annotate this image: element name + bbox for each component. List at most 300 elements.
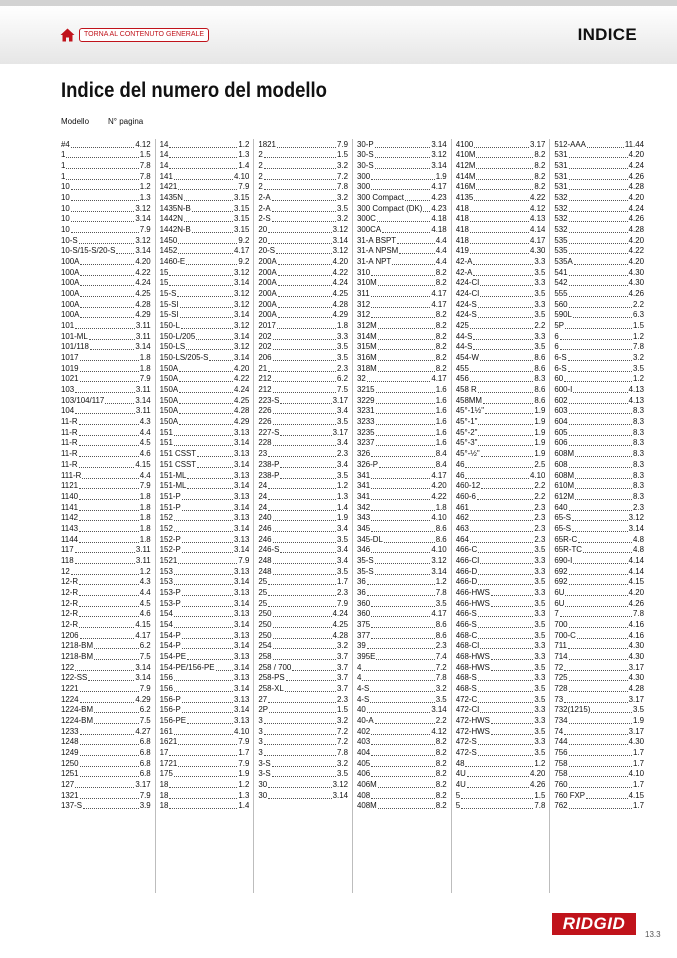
index-entry[interactable]: [456, 534, 546, 545]
index-entry[interactable]: [554, 555, 644, 566]
index-entry[interactable]: [554, 224, 644, 235]
index-entry[interactable]: [61, 619, 151, 630]
index-entry[interactable]: [456, 427, 546, 438]
index-entry[interactable]: [160, 310, 250, 321]
index-entry[interactable]: [160, 267, 250, 278]
index-entry[interactable]: [61, 609, 151, 620]
index-entry[interactable]: [258, 235, 348, 246]
index-entry[interactable]: [357, 182, 447, 193]
index-entry[interactable]: [61, 235, 151, 246]
index-entry[interactable]: [160, 416, 250, 427]
index-entry[interactable]: [61, 182, 151, 193]
index-entry[interactable]: [160, 363, 250, 374]
index-entry[interactable]: [61, 705, 151, 716]
index-entry[interactable]: [554, 278, 644, 289]
index-entry[interactable]: [258, 609, 348, 620]
index-entry[interactable]: [456, 769, 546, 780]
index-entry[interactable]: [258, 758, 348, 769]
index-entry[interactable]: [554, 470, 644, 481]
index-entry[interactable]: [61, 214, 151, 225]
index-entry[interactable]: [61, 310, 151, 321]
index-entry[interactable]: [258, 352, 348, 363]
index-entry[interactable]: [61, 758, 151, 769]
index-entry[interactable]: [456, 363, 546, 374]
index-entry[interactable]: [160, 662, 250, 673]
index-entry[interactable]: [357, 288, 447, 299]
index-entry[interactable]: [61, 630, 151, 641]
index-entry[interactable]: [160, 619, 250, 630]
index-entry[interactable]: [160, 427, 250, 438]
index-entry[interactable]: [357, 299, 447, 310]
index-entry[interactable]: [160, 192, 250, 203]
index-entry[interactable]: [258, 523, 348, 534]
index-entry[interactable]: [357, 171, 447, 182]
index-entry[interactable]: [160, 182, 250, 193]
index-entry[interactable]: [456, 779, 546, 790]
index-entry[interactable]: [160, 246, 250, 257]
index-entry[interactable]: [258, 182, 348, 193]
index-entry[interactable]: [61, 683, 151, 694]
index-entry[interactable]: [61, 427, 151, 438]
index-entry[interactable]: [258, 534, 348, 545]
index-entry[interactable]: [456, 384, 546, 395]
index-entry[interactable]: [258, 790, 348, 801]
index-entry[interactable]: [456, 587, 546, 598]
index-entry[interactable]: [258, 448, 348, 459]
index-entry[interactable]: [160, 502, 250, 513]
index-entry[interactable]: [160, 726, 250, 737]
index-entry[interactable]: [456, 278, 546, 289]
index-entry[interactable]: [456, 545, 546, 556]
index-entry[interactable]: [456, 555, 546, 566]
index-entry[interactable]: [258, 587, 348, 598]
index-entry[interactable]: [258, 256, 348, 267]
index-entry[interactable]: [357, 438, 447, 449]
index-entry[interactable]: [357, 801, 447, 812]
index-entry[interactable]: [61, 555, 151, 566]
index-entry[interactable]: [357, 214, 447, 225]
index-entry[interactable]: [357, 619, 447, 630]
index-entry[interactable]: [554, 384, 644, 395]
index-entry[interactable]: [554, 438, 644, 449]
index-entry[interactable]: [357, 673, 447, 684]
index-entry[interactable]: [160, 737, 250, 748]
index-entry[interactable]: [160, 683, 250, 694]
index-entry[interactable]: [258, 288, 348, 299]
index-entry[interactable]: [554, 598, 644, 609]
index-entry[interactable]: [456, 737, 546, 748]
index-entry[interactable]: [357, 641, 447, 652]
index-entry[interactable]: [61, 246, 151, 257]
index-entry[interactable]: [258, 641, 348, 652]
index-entry[interactable]: [61, 566, 151, 577]
index-entry[interactable]: [160, 448, 250, 459]
index-entry[interactable]: [456, 790, 546, 801]
index-entry[interactable]: [258, 320, 348, 331]
index-entry[interactable]: [357, 192, 447, 203]
index-entry[interactable]: [258, 779, 348, 790]
index-entry[interactable]: [258, 299, 348, 310]
index-entry[interactable]: [554, 502, 644, 513]
index-entry[interactable]: [258, 246, 348, 257]
index-entry[interactable]: [61, 384, 151, 395]
index-entry[interactable]: [554, 683, 644, 694]
index-entry[interactable]: [456, 374, 546, 385]
index-entry[interactable]: [456, 566, 546, 577]
index-entry[interactable]: [160, 715, 250, 726]
index-entry[interactable]: [61, 192, 151, 203]
index-entry[interactable]: [456, 705, 546, 716]
index-entry[interactable]: [357, 150, 447, 161]
index-entry[interactable]: [357, 630, 447, 641]
index-entry[interactable]: [61, 278, 151, 289]
index-entry[interactable]: [357, 331, 447, 342]
index-entry[interactable]: [258, 715, 348, 726]
index-entry[interactable]: [456, 203, 546, 214]
index-entry[interactable]: [61, 224, 151, 235]
index-entry[interactable]: [160, 384, 250, 395]
index-entry[interactable]: [61, 299, 151, 310]
index-entry[interactable]: [357, 395, 447, 406]
index-entry[interactable]: [61, 513, 151, 524]
index-entry[interactable]: [160, 598, 250, 609]
index-entry[interactable]: [456, 352, 546, 363]
index-entry[interactable]: [456, 331, 546, 342]
index-entry[interactable]: [357, 470, 447, 481]
index-entry[interactable]: [160, 481, 250, 492]
index-entry[interactable]: [258, 747, 348, 758]
index-entry[interactable]: [357, 224, 447, 235]
index-entry[interactable]: [160, 438, 250, 449]
index-entry[interactable]: [258, 737, 348, 748]
index-entry[interactable]: [456, 470, 546, 481]
index-entry[interactable]: [357, 513, 447, 524]
index-entry[interactable]: [456, 502, 546, 513]
index-entry[interactable]: [61, 598, 151, 609]
index-entry[interactable]: [61, 523, 151, 534]
index-entry[interactable]: [554, 566, 644, 577]
index-entry[interactable]: [258, 545, 348, 556]
index-entry[interactable]: [357, 609, 447, 620]
index-entry[interactable]: [554, 299, 644, 310]
index-entry[interactable]: [357, 310, 447, 321]
index-entry[interactable]: [357, 448, 447, 459]
index-entry[interactable]: [357, 694, 447, 705]
index-entry[interactable]: [160, 459, 250, 470]
index-entry[interactable]: [456, 256, 546, 267]
index-entry[interactable]: [554, 619, 644, 630]
index-entry[interactable]: [456, 150, 546, 161]
index-entry[interactable]: [160, 769, 250, 780]
index-entry[interactable]: [61, 779, 151, 790]
index-entry[interactable]: [357, 406, 447, 417]
index-entry[interactable]: [357, 384, 447, 395]
index-entry[interactable]: [357, 779, 447, 790]
index-entry[interactable]: [160, 299, 250, 310]
index-entry[interactable]: [258, 203, 348, 214]
index-entry[interactable]: [554, 448, 644, 459]
index-entry[interactable]: [258, 726, 348, 737]
index-entry[interactable]: [160, 513, 250, 524]
index-entry[interactable]: [554, 641, 644, 652]
index-entry[interactable]: [357, 481, 447, 492]
index-entry[interactable]: [160, 470, 250, 481]
index-entry[interactable]: [554, 534, 644, 545]
index-entry[interactable]: [61, 406, 151, 417]
index-entry[interactable]: [554, 288, 644, 299]
index-entry[interactable]: [456, 651, 546, 662]
index-entry[interactable]: [357, 683, 447, 694]
index-entry[interactable]: [258, 598, 348, 609]
index-entry[interactable]: [456, 416, 546, 427]
index-entry[interactable]: [554, 246, 644, 257]
index-entry[interactable]: [456, 182, 546, 193]
index-entry[interactable]: [357, 203, 447, 214]
index-entry[interactable]: [554, 737, 644, 748]
index-entry[interactable]: [357, 651, 447, 662]
index-entry[interactable]: [61, 587, 151, 598]
index-entry[interactable]: [456, 246, 546, 257]
index-entry[interactable]: [160, 673, 250, 684]
index-entry[interactable]: [258, 171, 348, 182]
index-entry[interactable]: [554, 609, 644, 620]
index-entry[interactable]: [258, 427, 348, 438]
index-entry[interactable]: [456, 342, 546, 353]
index-entry[interactable]: [160, 374, 250, 385]
index-entry[interactable]: [456, 747, 546, 758]
index-entry[interactable]: [554, 587, 644, 598]
index-entry[interactable]: [61, 256, 151, 267]
index-entry[interactable]: [61, 448, 151, 459]
index-entry[interactable]: [357, 427, 447, 438]
index-entry[interactable]: [357, 534, 447, 545]
index-entry[interactable]: [160, 320, 250, 331]
index-entry[interactable]: [554, 694, 644, 705]
index-entry[interactable]: [258, 694, 348, 705]
index-entry[interactable]: [554, 416, 644, 427]
index-entry[interactable]: [554, 395, 644, 406]
index-entry[interactable]: [61, 171, 151, 182]
index-entry[interactable]: [357, 320, 447, 331]
index-entry[interactable]: [456, 310, 546, 321]
index-entry[interactable]: [160, 747, 250, 758]
index-entry[interactable]: [357, 246, 447, 257]
index-entry[interactable]: [258, 630, 348, 641]
index-entry[interactable]: [456, 801, 546, 812]
index-entry[interactable]: [61, 438, 151, 449]
index-entry[interactable]: [160, 352, 250, 363]
index-entry[interactable]: [456, 758, 546, 769]
index-entry[interactable]: [61, 502, 151, 513]
index-entry[interactable]: [456, 598, 546, 609]
index-entry[interactable]: [554, 769, 644, 780]
index-entry[interactable]: [258, 342, 348, 353]
index-entry[interactable]: [61, 320, 151, 331]
index-entry[interactable]: [160, 577, 250, 588]
index-entry[interactable]: [554, 352, 644, 363]
index-entry[interactable]: [61, 673, 151, 684]
index-entry[interactable]: [357, 790, 447, 801]
index-entry[interactable]: [554, 406, 644, 417]
index-entry[interactable]: [61, 342, 151, 353]
index-entry[interactable]: [258, 160, 348, 171]
index-entry[interactable]: [160, 203, 250, 214]
index-entry[interactable]: [258, 619, 348, 630]
index-entry[interactable]: [160, 150, 250, 161]
index-entry[interactable]: [61, 139, 151, 150]
index-entry[interactable]: [258, 470, 348, 481]
index-entry[interactable]: [554, 182, 644, 193]
index-entry[interactable]: [160, 278, 250, 289]
index-entry[interactable]: [554, 705, 644, 716]
index-entry[interactable]: [456, 224, 546, 235]
index-entry[interactable]: [456, 609, 546, 620]
index-entry[interactable]: [456, 694, 546, 705]
index-entry[interactable]: [61, 363, 151, 374]
index-entry[interactable]: [160, 534, 250, 545]
index-entry[interactable]: [554, 790, 644, 801]
index-entry[interactable]: [258, 491, 348, 502]
index-entry[interactable]: [61, 160, 151, 171]
index-entry[interactable]: [456, 481, 546, 492]
index-entry[interactable]: [160, 331, 250, 342]
index-entry[interactable]: [61, 203, 151, 214]
index-entry[interactable]: [160, 545, 250, 556]
index-entry[interactable]: [554, 235, 644, 246]
index-entry[interactable]: [456, 619, 546, 630]
index-entry[interactable]: [160, 171, 250, 182]
index-entry[interactable]: [554, 139, 644, 150]
index-entry[interactable]: [554, 545, 644, 556]
index-entry[interactable]: [456, 139, 546, 150]
index-entry[interactable]: [61, 769, 151, 780]
index-entry[interactable]: [357, 598, 447, 609]
index-entry[interactable]: [554, 192, 644, 203]
index-entry[interactable]: [258, 555, 348, 566]
index-entry[interactable]: [554, 747, 644, 758]
index-entry[interactable]: [61, 534, 151, 545]
index-entry[interactable]: [554, 630, 644, 641]
index-entry[interactable]: [61, 395, 151, 406]
index-entry[interactable]: [554, 214, 644, 225]
index-entry[interactable]: [160, 790, 250, 801]
index-entry[interactable]: [456, 683, 546, 694]
index-entry[interactable]: [160, 566, 250, 577]
index-entry[interactable]: [160, 224, 250, 235]
index-entry[interactable]: [456, 448, 546, 459]
index-entry[interactable]: [456, 673, 546, 684]
index-entry[interactable]: [357, 342, 447, 353]
index-entry[interactable]: [357, 459, 447, 470]
index-entry[interactable]: [456, 171, 546, 182]
index-entry[interactable]: [61, 694, 151, 705]
index-entry[interactable]: [554, 331, 644, 342]
index-entry[interactable]: [258, 683, 348, 694]
index-entry[interactable]: [61, 801, 151, 812]
index-entry[interactable]: [160, 395, 250, 406]
index-entry[interactable]: [61, 150, 151, 161]
index-entry[interactable]: [160, 705, 250, 716]
index-entry[interactable]: [160, 139, 250, 150]
index-entry[interactable]: [258, 384, 348, 395]
index-entry[interactable]: [61, 726, 151, 737]
index-entry[interactable]: [554, 256, 644, 267]
index-entry[interactable]: [456, 406, 546, 417]
index-entry[interactable]: [554, 662, 644, 673]
index-entry[interactable]: [456, 288, 546, 299]
index-entry[interactable]: [357, 769, 447, 780]
index-entry[interactable]: [160, 630, 250, 641]
index-entry[interactable]: [456, 438, 546, 449]
index-entry[interactable]: [456, 513, 546, 524]
index-entry[interactable]: [160, 256, 250, 267]
index-entry[interactable]: [357, 737, 447, 748]
back-to-contents-link[interactable]: [60, 27, 209, 43]
index-entry[interactable]: [554, 726, 644, 737]
index-entry[interactable]: [258, 513, 348, 524]
index-entry[interactable]: [456, 459, 546, 470]
index-entry[interactable]: [258, 267, 348, 278]
index-entry[interactable]: [554, 801, 644, 812]
index-entry[interactable]: [357, 545, 447, 556]
index-entry[interactable]: [258, 651, 348, 662]
index-entry[interactable]: [160, 694, 250, 705]
index-entry[interactable]: [160, 801, 250, 812]
index-entry[interactable]: [258, 406, 348, 417]
index-entry[interactable]: [160, 758, 250, 769]
index-entry[interactable]: [61, 747, 151, 758]
index-entry[interactable]: [357, 160, 447, 171]
index-entry[interactable]: [357, 235, 447, 246]
index-entry[interactable]: [554, 715, 644, 726]
index-entry[interactable]: [357, 352, 447, 363]
index-entry[interactable]: [357, 502, 447, 513]
index-entry[interactable]: [160, 587, 250, 598]
index-entry[interactable]: [456, 726, 546, 737]
index-entry[interactable]: [61, 790, 151, 801]
index-entry[interactable]: [554, 374, 644, 385]
index-entry[interactable]: [554, 320, 644, 331]
index-entry[interactable]: [456, 641, 546, 652]
index-entry[interactable]: [258, 705, 348, 716]
index-entry[interactable]: [357, 374, 447, 385]
index-entry[interactable]: [258, 192, 348, 203]
index-entry[interactable]: [61, 662, 151, 673]
index-entry[interactable]: [357, 726, 447, 737]
index-entry[interactable]: [258, 331, 348, 342]
index-entry[interactable]: [554, 160, 644, 171]
index-entry[interactable]: [258, 224, 348, 235]
index-entry[interactable]: [456, 192, 546, 203]
index-entry[interactable]: [160, 214, 250, 225]
index-entry[interactable]: [357, 523, 447, 534]
index-entry[interactable]: [357, 491, 447, 502]
index-entry[interactable]: [357, 256, 447, 267]
index-entry[interactable]: [357, 747, 447, 758]
index-entry[interactable]: [554, 342, 644, 353]
index-entry[interactable]: [160, 288, 250, 299]
index-entry[interactable]: [61, 352, 151, 363]
index-entry[interactable]: [258, 459, 348, 470]
index-entry[interactable]: [554, 150, 644, 161]
index-entry[interactable]: [554, 363, 644, 374]
index-entry[interactable]: [258, 662, 348, 673]
index-entry[interactable]: [61, 288, 151, 299]
index-entry[interactable]: [61, 715, 151, 726]
index-entry[interactable]: [61, 267, 151, 278]
index-entry[interactable]: [258, 416, 348, 427]
index-entry[interactable]: [61, 651, 151, 662]
